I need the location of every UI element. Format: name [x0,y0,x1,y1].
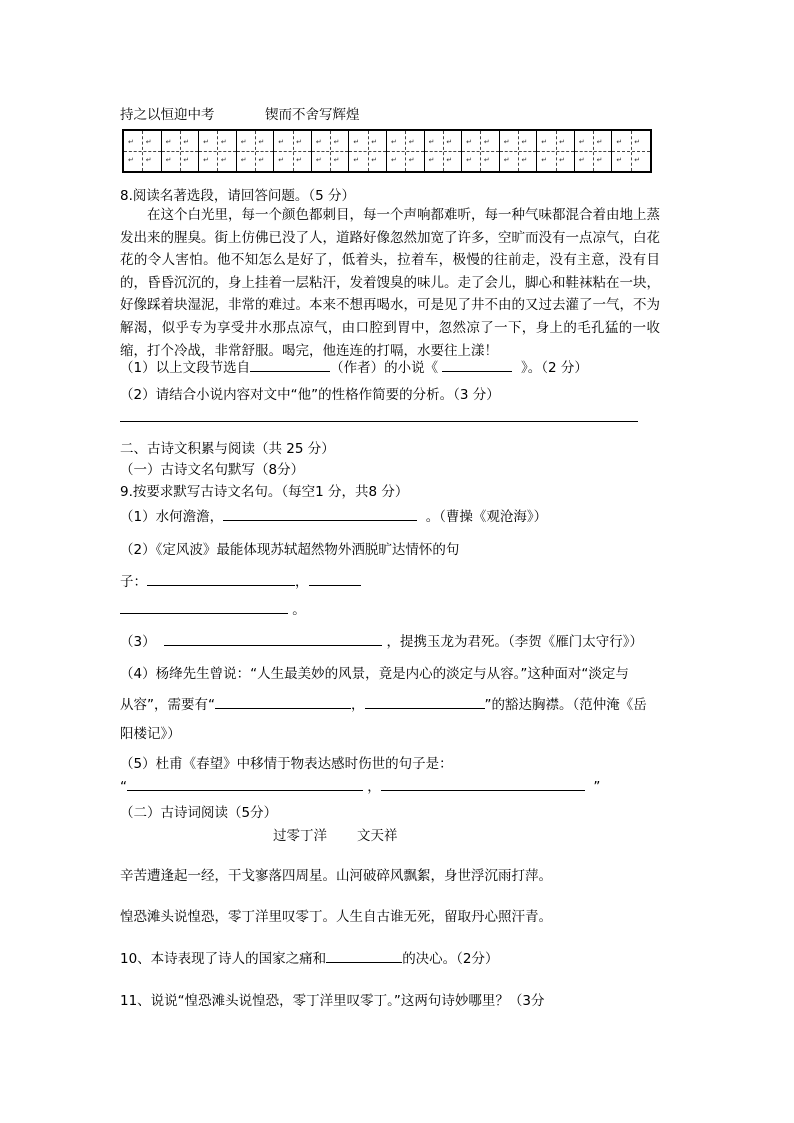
paragraph-mark-icon: ↵ [278,138,285,146]
paragraph-mark-icon: ↵ [466,138,473,146]
q9-2-blank-2[interactable] [309,572,361,586]
paragraph-mark-icon: ↵ [391,138,397,146]
q9-1 [120,505,547,525]
paragraph-mark-icon: ↵ [258,138,265,146]
paragraph-mark-icon: ↵ [128,156,134,164]
grid-cell[interactable] [162,131,200,171]
copy-phrase-2: 锲而不舍写辉煌 [265,107,360,123]
paragraph-mark-icon: ↵ [371,138,378,146]
q9-2-text-a: （2）《定风波》最能体现苏轼超然物外洒脱旷达情怀的句 [120,542,460,558]
q8-sub2: （2）请结合小说内容对文中“他”的性格作简要的分析。（3 分） [120,387,500,403]
paragraph-mark-icon: ↵ [165,156,172,164]
grid-cell[interactable] [349,131,387,171]
paragraph-mark-icon: ↵ [483,156,490,164]
q9-5-line2 [120,775,600,795]
poem-line-2: 惶恐滩头说惶恐，零丁洋里叹零丁。人生自古谁无死，留取丹心照汗青。 [120,909,552,925]
paragraph-mark-icon: ↵ [220,138,227,146]
grid-cell[interactable] [199,131,237,171]
paragraph-mark-icon: ↵ [578,156,585,164]
paragraph-mark-icon: ↵ [521,138,528,146]
paragraph-mark-icon: ↵ [240,138,247,146]
grid-cell[interactable] [312,131,350,171]
grid-cell[interactable] [124,131,162,171]
paragraph-mark-icon: ↵ [145,156,152,164]
grid-cell[interactable] [575,131,613,171]
paragraph-mark-icon: ↵ [315,138,322,146]
grid-cell[interactable] [537,131,575,171]
q9-3-text-b: ，提携玉龙为君死。（李贺《雁门太守行》） [386,634,643,650]
writing-grid[interactable] [122,129,652,173]
paragraph-mark-icon: ↵ [541,138,548,146]
q9-1-text-a: （1）水何澹澹， [120,509,224,525]
q9-3-blank[interactable] [164,632,382,646]
q9-4-blank-1[interactable] [215,695,351,709]
paragraph-mark-icon: ↵ [483,138,490,146]
q8-novel-blank[interactable] [442,358,512,372]
q8-passage: 在这个白光里，每一个颜色都刺目，每一个声响都难听，每一种气味都混合着由地上蒸发出来的腥臭。街上仿佛已没了人，道路好像忽然加宽了许多，空旷而没有一点凉气，白花花的令人害怕。他不知怎么是好了，低着头，拉着车，极慢的往前走，没有主意，没有目的，昏昏沉沉的，身上挂着一层粘汗，发着馊臭的味儿。走了会儿，脚心和鞋袜粘在一块，好像踩着块湿泥，非常的难过。本来不想再喝水，可是见了井不由的又过去灌了一气，不为解渴，似乎专为享受井水那点凉气，由口腔到胃中，忽然凉了一下，身上的毛孔猛的一收缩，打个冷战，非常舒服。喝完，他连连的打嗝，水要往上漾！ [120,207,660,359]
paragraph-mark-icon: ↵ [596,138,603,146]
paragraph-mark-icon: ↵ [296,156,302,164]
q9-2-blank-1[interactable] [147,572,295,586]
paragraph-mark-icon: ↵ [541,156,548,164]
grid-cell[interactable] [462,131,500,171]
q9-4-line2 [120,693,647,713]
paragraph-mark-icon: ↵ [333,156,340,164]
q9-2-blank-3[interactable] [120,600,288,614]
paragraph-mark-icon: ↵ [278,156,285,164]
q9-2-text-b: 子： [120,574,147,590]
q9-2-line2 [120,570,361,590]
q9-5-close: ” [593,779,601,795]
paragraph-mark-icon: ↵ [616,156,623,164]
grid-cell[interactable] [274,131,312,171]
q9-4-text-d: 阳楼记》） [120,726,181,742]
q9-4-text-a: （4）杨绛先生曾说：“人生最美妙的风景，竟是内心的淡定与从容。”这种面对“淡定与 [120,666,629,682]
paragraph-mark-icon: ↵ [503,138,510,146]
paragraph-mark-icon: ↵ [596,156,603,164]
q8-answer-line[interactable] [120,421,638,422]
paragraph-mark-icon: ↵ [446,138,453,146]
q9-title: 9.按要求默写古诗文名句。（每空1 分，共8 分） [120,484,409,500]
paragraph-mark-icon: ↵ [220,156,227,164]
grid-cell[interactable] [425,131,463,171]
q10-text-b: 的决心。（2分） [402,951,499,967]
paragraph-mark-icon: ↵ [408,138,415,146]
section2-heading: 二、古诗文积累与阅读（共 25 分） [120,441,335,457]
paragraph-mark-icon: ↵ [408,156,415,164]
paragraph-mark-icon: ↵ [503,156,510,164]
grid-cell[interactable] [500,131,538,171]
q8-title: 8.阅读名著选段，请回答问题。（5 分） [120,188,356,204]
paragraph-mark-icon: ↵ [634,138,641,146]
grid-cell[interactable] [612,131,650,171]
paragraph-mark-icon: ↵ [616,138,623,146]
q9-3 [120,630,643,650]
paragraph-mark-icon: ↵ [521,156,528,164]
paragraph-mark-icon: ↵ [559,138,565,146]
q9-1-blank[interactable] [223,507,417,521]
poem-line-1: 辛苦遭逢起一经，干戈寥落四周星。山河破碎风飘絮，身世浮沉雨打萍。 [120,868,552,884]
q8-sub1-text-c: 》。（2 分） [520,360,588,376]
poem-author: 文天祥 [357,828,398,844]
paragraph-mark-icon: ↵ [258,156,265,164]
q9-2-sep: ， [295,574,309,590]
q8-sub1-text-a: （1）以上文段节选自 [120,360,251,376]
paragraph-mark-icon: ↵ [371,156,378,164]
paragraph-mark-icon: ↵ [203,156,210,164]
q10 [120,947,499,967]
q9-5-text-a: （5）杜甫《春望》中移情于物表达感时伤世的句子是： [120,756,453,772]
paragraph-mark-icon: ↵ [183,156,190,164]
paragraph-mark-icon: ↵ [333,138,340,146]
q9-4-blank-2[interactable] [365,695,485,709]
paragraph-mark-icon: ↵ [165,138,172,146]
q8-author-blank[interactable] [250,358,330,372]
paragraph-mark-icon: ↵ [145,138,152,146]
paragraph-mark-icon: ↵ [183,138,190,146]
q9-4-sep: ， [351,697,365,713]
paragraph-mark-icon: ↵ [559,156,565,164]
paragraph-mark-icon: ↵ [315,156,322,164]
q9-4-text-b: 从容”，需要有“ [120,697,215,713]
q9-5-blank-1[interactable] [127,777,363,791]
q9-2-end: 。 [292,602,306,618]
poem-part-heading: （二）古诗词阅读（5分） [120,805,278,821]
paragraph-mark-icon: ↵ [353,138,360,146]
q8-sub1 [120,356,588,376]
paragraph-mark-icon: ↵ [466,156,473,164]
poem-title: 过零丁洋 [273,828,327,844]
q9-5-sep: ， [367,779,381,795]
paragraph-mark-icon: ↵ [128,138,134,146]
paragraph-mark-icon: ↵ [578,138,585,146]
q9-1-text-b: 。（曹操《观沧海》） [425,509,548,525]
grid-cell[interactable] [387,131,425,171]
paragraph-mark-icon: ↵ [240,156,247,164]
grid-cell[interactable] [237,131,275,171]
copy-phrase-1: 持之以恒迎中考 [120,107,215,123]
q9-2-line3 [120,598,306,618]
section2-part1: （一）古诗文名句默写（8分） [120,462,305,478]
q9-3-text-a: （3） [120,634,156,650]
q10-blank[interactable] [326,949,402,963]
paragraph-mark-icon: ↵ [634,156,641,164]
q9-5-blank-2[interactable] [381,777,585,791]
q9-4-text-c: ”的豁达胸襟。（范仲淹《岳 [484,697,647,713]
q8-sub1-text-b: （作者）的小说《 [330,360,439,376]
paragraph-mark-icon: ↵ [391,156,397,164]
q10-text-a: 10、本诗表现了诗人的国家之痛和 [120,951,327,967]
paragraph-mark-icon: ↵ [428,138,435,146]
q9-5-open: “ [120,779,127,795]
q11: 11、说说“惶恐滩头说惶恐，零丁洋里叹零丁。”这两句诗妙哪里？（3分 [120,993,545,1009]
paragraph-mark-icon: ↵ [446,156,453,164]
paragraph-mark-icon: ↵ [428,156,435,164]
paragraph-mark-icon: ↵ [296,138,302,146]
paragraph-mark-icon: ↵ [353,156,360,164]
paragraph-mark-icon: ↵ [203,138,210,146]
